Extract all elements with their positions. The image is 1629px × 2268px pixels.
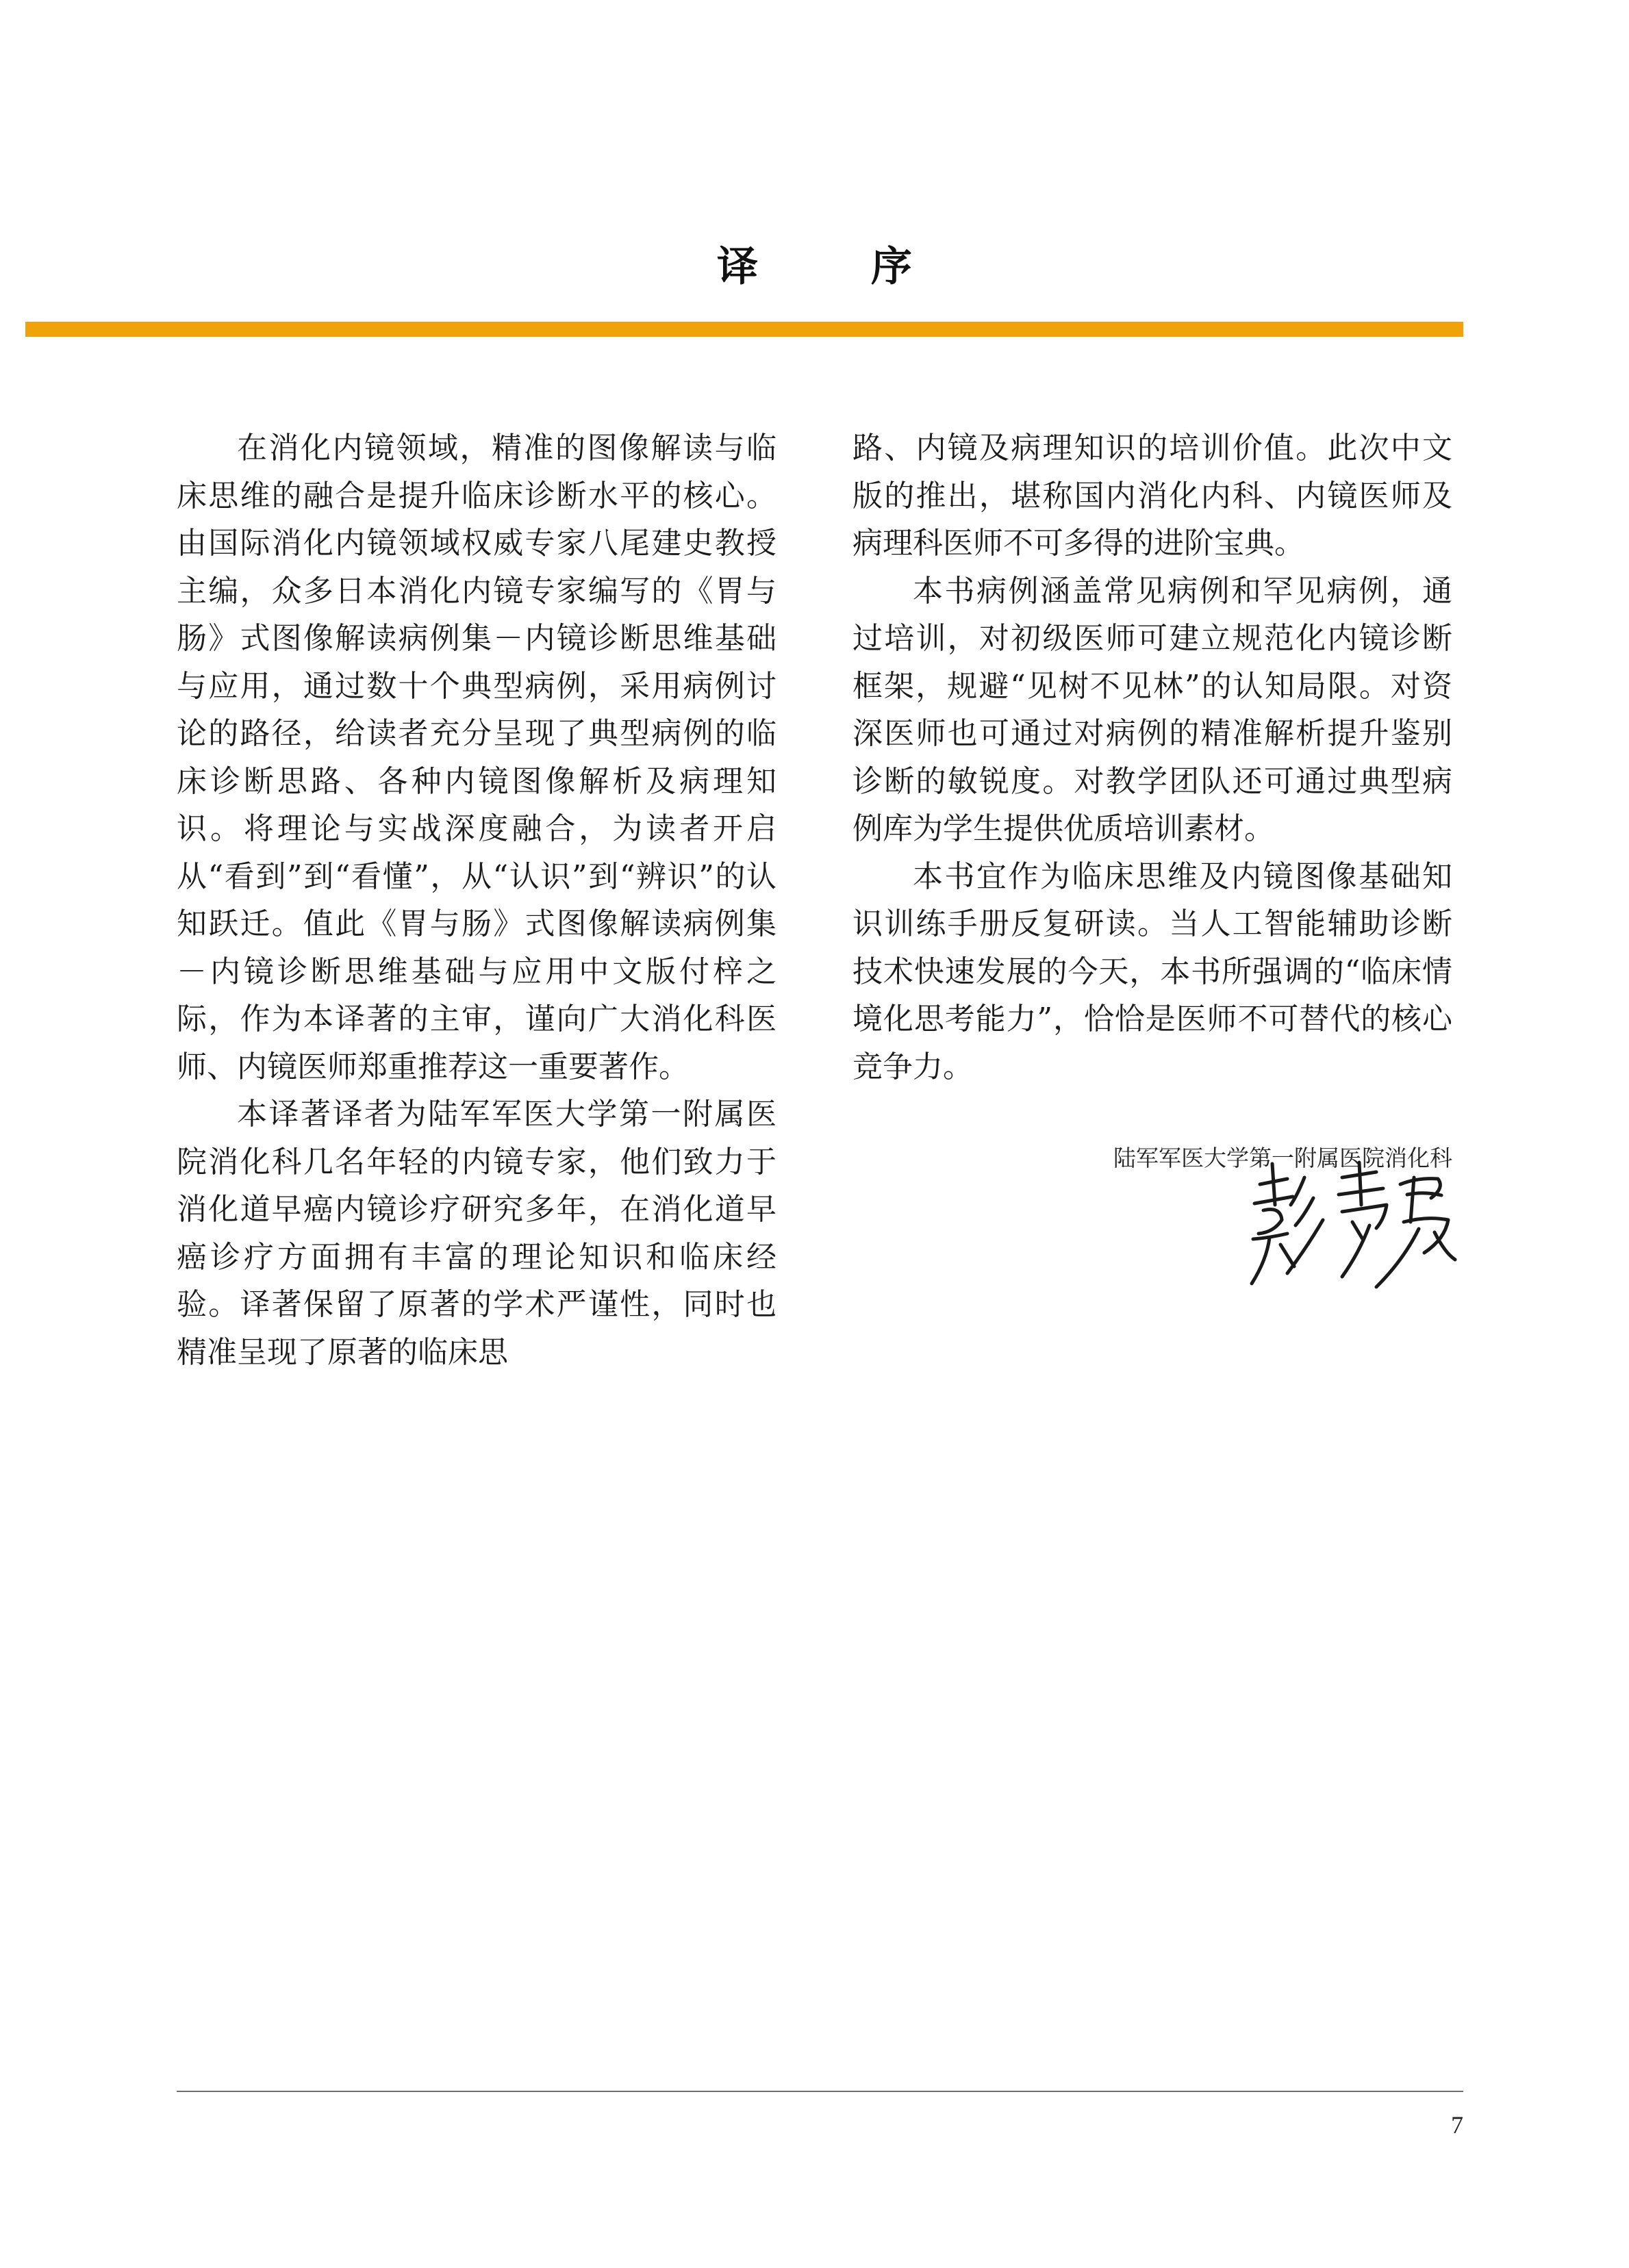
page-number: 7 [1451,2111,1463,2139]
left-column [177,424,776,1376]
page-title: 译 序 [717,243,961,291]
paragraph: 本书宜作为临床思维及内镜图像基础知识训练手册反复研读。当人工智能辅助诊断技术快速发展的今天，本书所强调的“临床情境化思考能力”，恰恰是医师不可替代的核心竞争力。 [853,858,1452,1084]
footer-rule [177,2091,1463,2092]
paragraph: 本书病例涵盖常见病例和罕见病例，通过培训，对初级医师可建立规范化内镜诊断框架，规避“见树不见林”的认知局限。对资深医师也可通过对病例的精准解析提升鉴别诊断的敏锐度。对教学团队还可通过典型病例库为学生提供优质培训素材。 [853,573,1452,846]
title-underline [25,322,1463,337]
paragraph: 路、内镜及病理知识的培训价值。此次中文版的推出，堪称国内消化内科、内镜医师及病理科医师不可多得的进阶宝典。 [853,431,1452,561]
paragraph: 本译著译者为陆军军医大学第一附属医院消化科几名年轻的内镜专家，他们致力于消化道早癌内镜诊疗研究多年，在消化道早癌诊疗方面拥有丰富的理论知识和临床经验。译著保留了原著的学术严谨性，同时也精准呈现了原著的临床思 [177,1097,776,1370]
affiliation: 陆军军医大学第一附属医院消化科 [1113,1145,1452,1171]
paragraph: 在消化内镜领域，精准的图像解读与临床思维的融合是提升临床诊断水平的核心。由国际消化内镜领域权威专家八尾建史教授主编，众多日本消化内镜专家编写的《胃与肠》式图像解读病例集－内镜诊断思维基础与应用，通过数十个典型病例，采用病例讨论的路径，给读者充分呈现了典型病例的临床诊断思路、各种内镜图像解析及病理知识。将理论与实战深度融合，为读者开启从“看到”到“看懂”，从“认识”到“辨识”的认知跃迁。值此《胃与肠》式图像解读病例集－内镜诊断思维基础与应用中文版付梓之际，作为本译著的主审，谨向广大消化科医师、内镜医师郑重推荐这一重要著作。 [177,431,776,1084]
right-column [853,424,1452,1175]
handwritten-signature [1239,1157,1458,1294]
